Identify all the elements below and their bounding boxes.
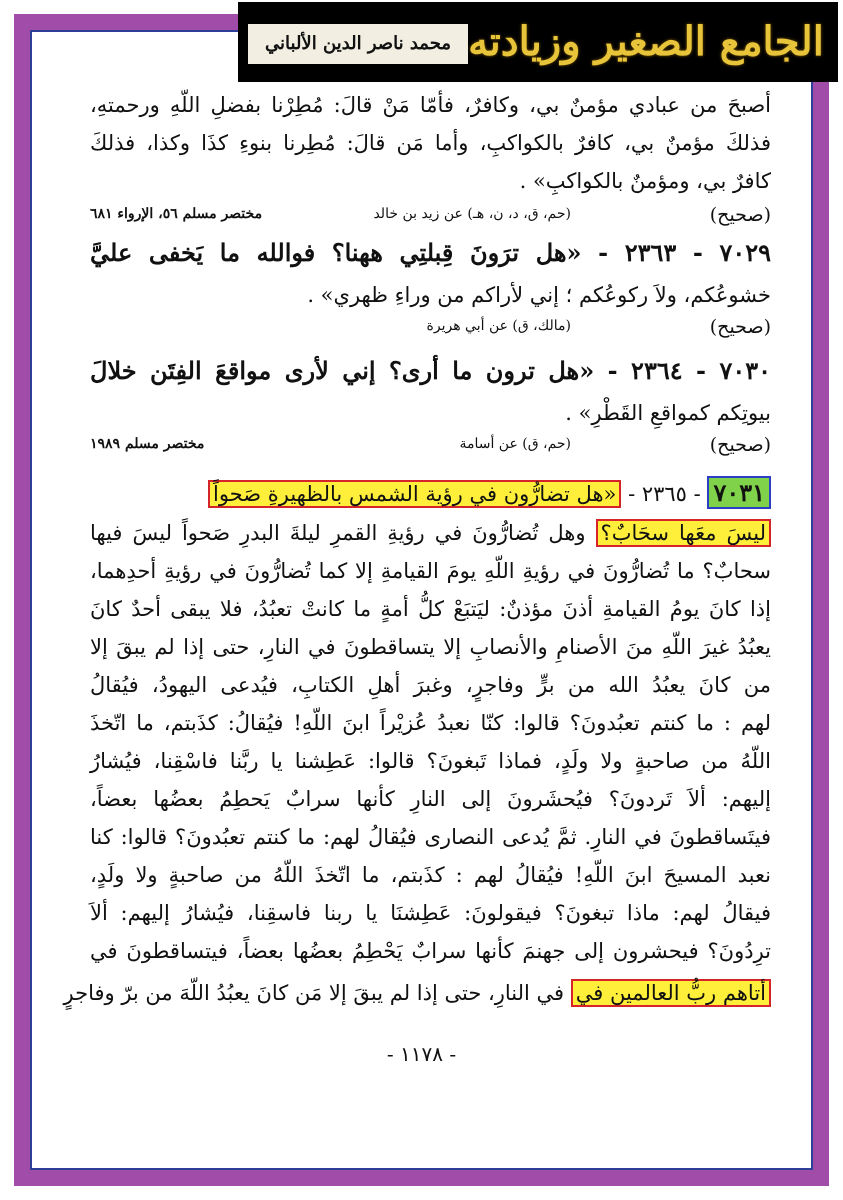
text-span: وهل تُضارُّونَ في رؤيةِ القمرِ ليلةَ البدرِ صَحواً ليسَ فيها [90,521,586,545]
source-label: (مالك، ق) عن أبي هريرة [426,318,571,334]
book-header-banner [238,2,838,82]
page-number: - ١١٧٨ - [386,1042,457,1066]
hadith-source-row [90,316,771,346]
hadith-source-row [90,204,771,234]
highlighted-text: ليسَ معَها سحَابٌ؟ [596,519,771,547]
hadith-heading: ٧٠٢٩ - ٢٣٦٣ - «هل ترَونَ قِبلتِي ههنا؟ فوالله ما يَخفى عليَّ [90,238,771,267]
text-line: يعبُدُ غيرَ اللّهِ منَ الأصنامِ والأنصابِ إلا يتساقطونَ في النارِ، حتى إذا لم يبقَ إلا [90,635,771,659]
text-line: نعبد المسيحَ ابنَ اللّهِ! فيُقالُ لهم : كذَبتم، ما اتّخذَ اللّهُ من صاحبةٍ ولا ولَدٍ، [90,863,771,887]
text-line: خشوعُكم، ولاَ ركوعُكم ؛ إني لأراكم من وراءِ ظهري» . [307,283,771,307]
book-title: الجامع الصغير وزيادته [468,18,824,65]
text-line: سحابٌ؟ ما تُضارُّونَ في رؤيةِ اللّهِ يومَ القيامةِ إلا كما تُضارُّونَ في رؤيةِ أحدِهما، [90,559,771,583]
hadith-heading [90,476,771,511]
source-label: (حم، ق، د، ن، هـ) عن زيد بن خالد [373,206,571,222]
text-line: إليهم: ألاَ تَردونَ؟ فيُحشَرونَ إلى النارِ كأنها سرابٌ يَحطِمُ بعضُها بعضاً، [90,787,771,811]
grade-label: (صحيح) [709,316,771,338]
hadith-source-row [90,434,771,464]
text-line: اللّهُ من صاحبةٍ ولا ولَدٍ، فماذا تَبغونَ؟ قالوا: عَطِشنا يا ربَّنا فاسْقِنا، فيُشارُ [90,749,771,773]
text-line: فيقالُ لهم: ماذا تبغونَ؟ فيقولونَ: عَطِشنَا يا ربنا فاسقِنا، فيُشارُ إليهم: ألاَ [90,901,771,925]
text-line [90,516,771,550]
text-line: كافرٌ بي، ومؤمنٌ بالكواكبِ» . [519,169,771,193]
highlighted-text: «هل تضارُّون في رؤية الشمس بالظهيرةِ صَحواً [208,480,621,508]
grade-label: (صحيح) [709,434,771,456]
grade-label: (صحيح) [709,204,771,226]
text-line: فذلكَ مؤمنٌ بي، كافرٌ بالكواكبِ، وأما مَن قالَ: مُطِرنا بنوءِ كذَا وكذا، فذلكَ [90,131,771,155]
text-line: من كانَ يعبُدُ الله من برٍّ وفاجرٍ، وغبرَ أهلِ الكتابِ، فيُدعى اليهودُ، فيُقالُ [90,673,771,697]
highlighted-text: أتاهم ربُّ العالمين في [571,979,771,1007]
source-label: (حم، ق) عن أسامة [459,436,571,452]
text-line [63,976,771,1010]
text-line: بيوتِكم كمواقعِ القَطْرِ» . [565,401,771,425]
text-line: أصبحَ من عبادي مؤمنٌ بي، وكافرٌ، فأمّا مَنْ قالَ: مُطِرْنا بفضلِ اللّهِ ورحمتهِ، [90,93,771,117]
text-line: فيتَساقطونَ في النارِ. ثمَّ يُدعى النصارى فيُقالُ لهم: ما كنتم تعبُدونَ؟ قالوا: كنا [90,825,771,849]
reference-label: مختصر مسلم ٥٦، الإرواء ٦٨١ [90,206,263,222]
text-line: لهم : ما كنتم تعبُدونَ؟ قالوا: كنّا نعبدُ عُزيْراً ابنَ اللّهِ! فيُقالُ: كذَبتم، ما اتّخذَ [90,711,771,735]
text-span: في النارِ، حتى إذا لم يبقَ إلا مَن كانَ يعبُدُ اللّهَ من برّ وفاجرٍ [63,981,565,1005]
reference-label: مختصر مسلم ١٩٨٩ [90,436,205,452]
author-label: محمد ناصر الدين الألباني [248,24,468,64]
hadith-secondary-number: - ٢٣٦٥ - [628,482,701,506]
text-line: إذا كانَ يومُ القيامةِ أذنَ مؤذنٌ: ليَتبَعْ كلُّ أمةٍ ما كانتْ تعبُدُ، فلا يبقى أحدٌ كانَ [90,597,771,621]
hadith-heading: ٧٠٣٠ - ٢٣٦٤ - «هل ترون ما أرى؟ إني لأرى مواقعَ الفِتَن خلالَ [90,356,772,385]
hadith-number-highlight: ٧٠٣١ [707,476,771,509]
text-line: ترِدُونَ؟ فيحشرون إلى جهنمَ كأنها سرابٌ يَحْطِمُ بعضُها بعضاً، فيتساقطونَ في [90,939,771,963]
